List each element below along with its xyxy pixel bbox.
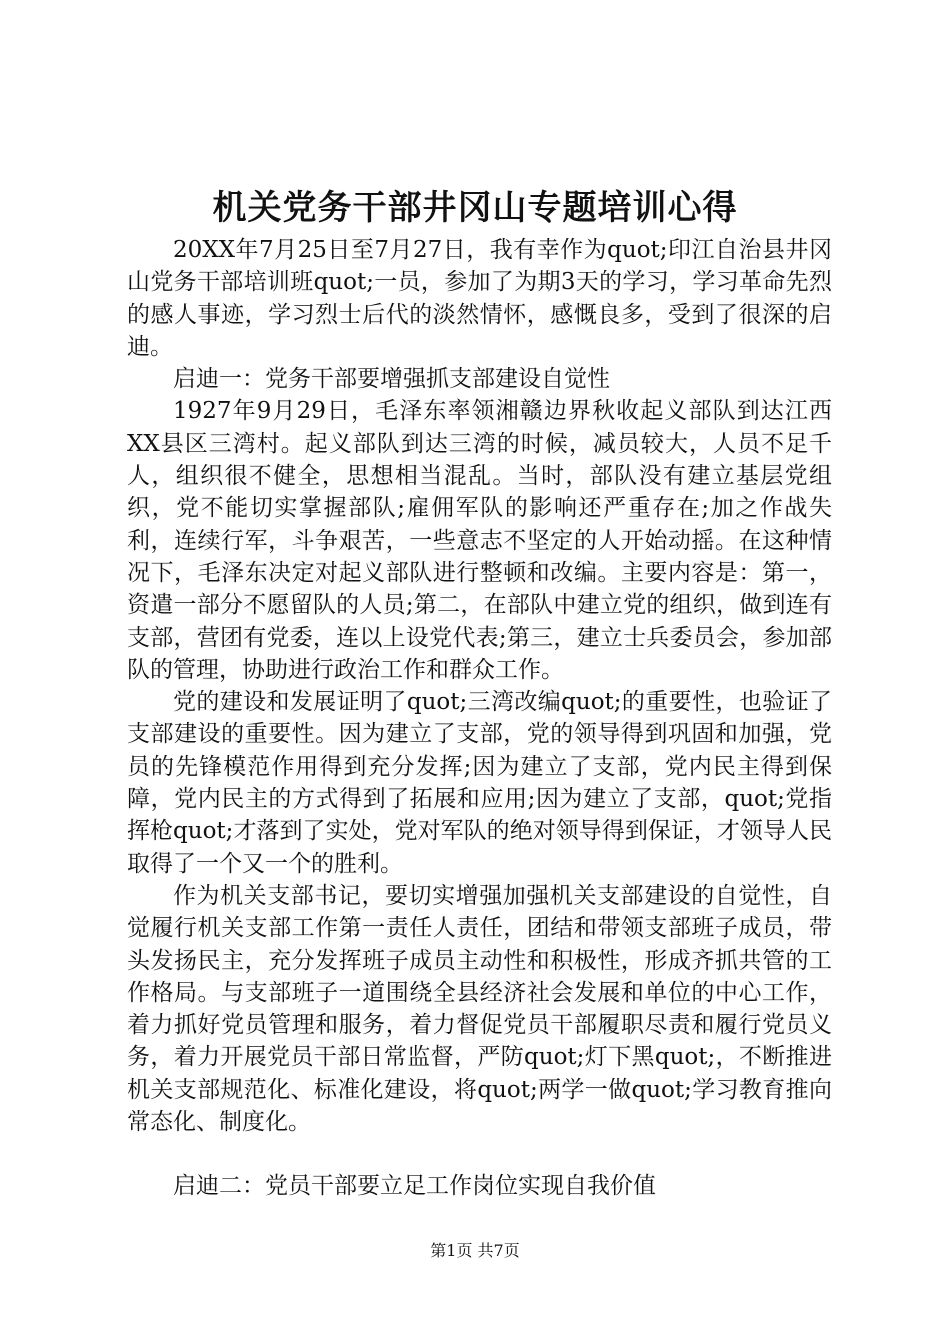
section-heading-1: 启迪一：党务干部要增强抓支部建设自觉性 (173, 366, 610, 393)
page-title: 机关党务干部井冈山专题培训心得 (212, 188, 738, 228)
paragraph-secretary-duty: 作为机关支部书记，要切实增强加强机关支部建设的自觉性，自觉履行机关支部工作第一责任人责任，团结和带领支部班子成员，带头发扬民主，充分发挥班子成员主动性和积极性，形成齐抓共管的工作格局。与支部班子一道围绕全县经济社会发展和单位的中心工作，着力抓好党员管理和服务，着力督促党员干部履职尽责和履行党员义务，着力开展党员干部日常监督，严防quot;灯下黑quot;，不断推进机关支部规范化、标准化建设，将quot;两学一做quot;学习教育推向常态化、制度化。 (127, 882, 833, 1136)
paragraph-sanwan-history: 1927年9月29日，毛泽东率领湘赣边界秋收起义部队到达江西XX县区三湾村。起义部队到达三湾的时候，减员较大，人员不足千人，组织很不健全，思想相当混乱。当时，部队没有建立基层党组织，党不能切实掌握部队;雇佣军队的影响还严重存在;加之作战失利，连续行军，斗争艰苦，一些意志不坚定的人开始动摇。在这种情况下，毛泽东决定对起义部队进行整顿和改编。主要内容是：第一，资遣一部分不愿留队的人员;第二，在部队中建立党的组织，做到连有支部，营团有党委，连以上设党代表;第三，建立士兵委员会，参加部队的管理，协助进行政治工作和群众工作。 (127, 398, 832, 683)
document-body (127, 234, 832, 1203)
paragraph-intro: 20XX年7月25日至7月27日，我有幸作为quot;印江自治县井冈山党务干部培训班quot;一员，参加了为期3天的学习，学习革命先烈的感人事迹，学习烈士后代的淡然情怀，感慨良多，受到了很深的启迪。 (127, 237, 832, 360)
paragraph-branch-importance: 党的建设和发展证明了quot;三湾改编quot;的重要性，也验证了支部建设的重要性。因为建立了支部，党的领导得到巩固和加强，党员的先锋模范作用得到充分发挥;因为建立了支部，党内民主得到保障，党内民主的方式得到了拓展和应用;因为建立了支部，quot;党指挥枪quot;才落到了实处，党对军队的绝对领导得到保证，才领导人民取得了一个又一个的胜利。 (127, 689, 832, 877)
page-number-footer: 第1页 共7页 (430, 1241, 520, 1260)
section-heading-2: 启迪二：党员干部要立足工作岗位实现自我价值 (173, 1173, 656, 1200)
